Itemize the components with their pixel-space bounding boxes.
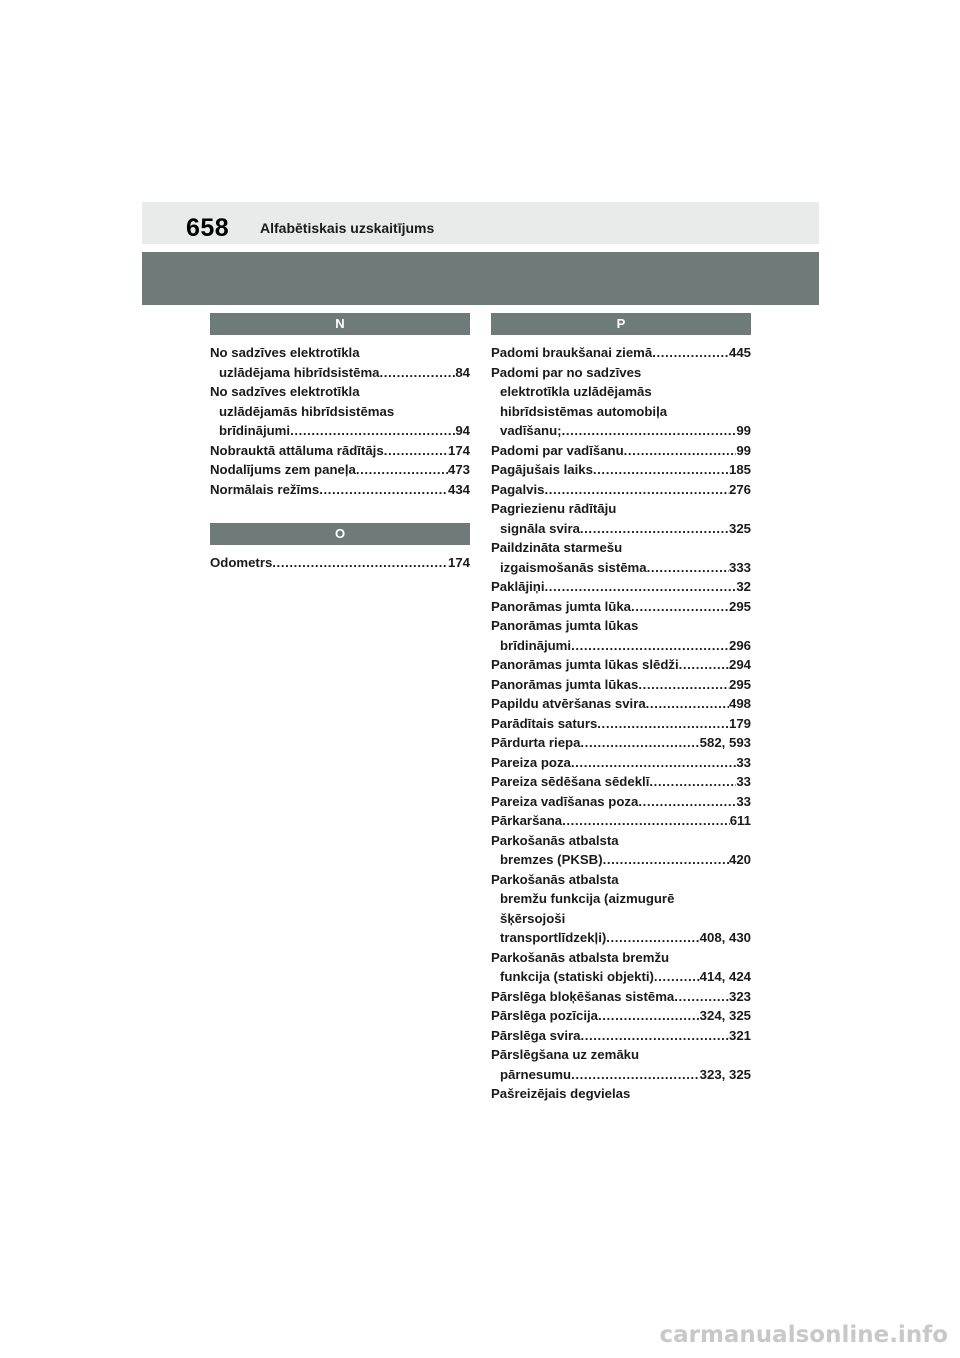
index-entry-line	[491, 1006, 751, 1026]
index-entry-text: Odometrs	[210, 555, 273, 570]
dot-leader	[571, 1065, 700, 1085]
index-entry-line	[491, 597, 751, 617]
index-entry-text: Parādītais saturs	[491, 715, 598, 731]
index-entry-line	[210, 460, 470, 480]
index-entry-text: Panorāmas jumta lūkas	[491, 676, 639, 692]
index-entry	[491, 1084, 751, 1104]
index-page-ref: 325	[728, 520, 751, 536]
index-entry-text: Nobrauktā attāluma rādītājs	[210, 442, 384, 458]
index-entry	[491, 753, 751, 773]
index-entry-text: Paildzināta starmešu	[491, 540, 623, 555]
index-entry-text: Pagriezienu rādītāju	[491, 501, 617, 516]
index-entry-text: Padomi braukšanai ziemā	[491, 345, 653, 360]
index-entry-line	[491, 753, 751, 773]
index-entry-line	[491, 558, 751, 578]
index-page-ref: 99	[736, 423, 751, 438]
index-entry-line	[491, 967, 751, 987]
index-page-ref: 33	[736, 774, 751, 789]
index-entry-line	[491, 889, 751, 909]
index-entry-text: Pagalvis	[491, 481, 545, 497]
index-page-ref: 295	[728, 676, 751, 692]
index-entry-line	[491, 850, 751, 870]
index-entry-text: Pārdurta riepa	[491, 735, 581, 750]
dot-leader	[562, 811, 730, 831]
page-number: 658	[186, 214, 230, 242]
index-entry	[491, 675, 751, 695]
index-entry-line	[491, 733, 751, 753]
index-entry-text: Parkošanās atbalsta	[491, 832, 619, 848]
dot-leader	[571, 636, 729, 656]
index-entry	[210, 382, 470, 441]
index-page-ref: 498	[728, 696, 751, 711]
index-entry-text: Panorāmas jumta lūka	[491, 598, 631, 614]
index-entry-text: Panorāmas jumta lūkas slēdži	[491, 657, 679, 672]
index-entry-line	[491, 948, 751, 968]
dot-leader	[571, 753, 736, 773]
index-entry-line	[491, 1045, 751, 1065]
index-entry-line	[491, 831, 751, 851]
index-column-left	[210, 313, 470, 573]
index-page-ref: 408, 430	[699, 930, 751, 945]
dot-leader	[679, 655, 729, 675]
index-entry-line	[491, 694, 751, 714]
index-entry	[491, 772, 751, 792]
dot-leader	[290, 421, 455, 441]
index-entry-line	[491, 772, 751, 792]
index-entry-text: No sadzīves elektrotīkla	[210, 384, 360, 399]
index-entry-line	[210, 553, 470, 573]
dot-leader	[649, 772, 736, 792]
index-entry-text: bremžu funkcija (aizmugurē	[500, 891, 675, 906]
index-entry	[491, 1026, 751, 1046]
index-entry-text: Pareiza poza	[491, 754, 571, 770]
index-page-ref: 32	[736, 579, 751, 594]
index-entry-text: No sadzīves elektrotīkla	[210, 345, 360, 360]
dot-leader	[598, 1006, 700, 1026]
index-page-ref: 94	[455, 423, 470, 438]
page-title: Alfabētiskais uzskaitījums	[260, 220, 435, 236]
index-entry-text: hibrīdsistēmas automobiļa	[500, 403, 668, 419]
index-entry-text: Parkošanās atbalsta bremžu	[491, 949, 670, 965]
index-entry-text: Pareiza vadīšanas poza	[491, 793, 639, 809]
index-page-ref: 33	[736, 793, 751, 809]
watermark: carmanualsonline.info	[659, 1322, 948, 1348]
index-entry-text: Normālais režīms	[210, 481, 320, 497]
index-entry-text: Pagājušais laiks	[491, 462, 593, 477]
index-page-ref: 321	[728, 1027, 751, 1043]
index-entry	[491, 655, 751, 675]
index-entry-text: uzlādējama hibrīdsistēma	[219, 364, 380, 380]
index-entry	[491, 733, 751, 753]
dot-leader	[597, 714, 729, 734]
index-entry-line	[210, 421, 470, 441]
index-entry-line	[491, 577, 751, 597]
index-entry-line	[491, 714, 751, 734]
index-page-ref: 295	[728, 598, 751, 614]
dot-leader	[272, 553, 448, 573]
index-page-ref: 99	[736, 442, 751, 458]
index-entry-line	[491, 343, 751, 363]
index-page-ref: 333	[728, 559, 751, 575]
index-entry-line	[491, 792, 751, 812]
index-page-ref: 296	[728, 637, 751, 653]
index-entry-line	[491, 1026, 751, 1046]
index-page-ref: 323, 325	[699, 1066, 751, 1082]
dot-leader	[545, 480, 729, 500]
index-entry-line	[210, 480, 470, 500]
index-entry-text: Nodalījums zem paneļa	[210, 462, 356, 477]
index-entry-line	[210, 402, 470, 422]
index-page-ref: 174	[447, 442, 470, 458]
index-page-ref: 473	[447, 462, 470, 477]
index-entry	[491, 1006, 751, 1026]
index-entry-line	[491, 636, 751, 656]
section-letter-heading: P	[491, 313, 751, 335]
index-entry-text: bremzes (PKSB)	[500, 852, 603, 867]
index-entry-text: brīdinājumi	[219, 423, 291, 438]
index-entry	[491, 987, 751, 1007]
index-page-ref: 294	[728, 657, 751, 672]
index-entry-text: transportlīdzekļi)	[500, 930, 607, 945]
index-entry-text: izgaismošanās sistēma	[500, 559, 647, 575]
index-entry-line	[491, 811, 751, 831]
dot-leader	[638, 792, 736, 812]
section-letter-heading: N	[210, 313, 470, 335]
dot-leader	[356, 460, 448, 480]
index-entry	[491, 811, 751, 831]
index-entry	[210, 441, 470, 461]
dot-leader	[580, 733, 699, 753]
index-entry	[210, 460, 470, 480]
index-entry-line	[491, 655, 751, 675]
index-entry-text: Panorāmas jumta lūkas	[491, 618, 639, 633]
section-gap	[210, 499, 470, 523]
index-entry-text: Pārkaršana	[491, 813, 563, 828]
index-entry-line	[491, 928, 751, 948]
index-entry-line	[491, 1084, 751, 1104]
index-entry-line	[491, 382, 751, 402]
index-entry-text: Pārslēga svira	[491, 1027, 581, 1043]
index-entry-text: Padomi par vadīšanu	[491, 442, 624, 458]
index-entry-text: Papildu atvēršanas svira	[491, 696, 646, 711]
index-page-ref: 420	[728, 852, 751, 867]
dot-leader	[638, 675, 729, 695]
index-entry	[491, 538, 751, 577]
dot-leader	[647, 558, 729, 578]
index-entry	[491, 499, 751, 538]
section-letter-heading: O	[210, 523, 470, 545]
index-entry	[491, 363, 751, 441]
index-entry-text: Pārslēga pozīcija	[491, 1008, 599, 1023]
index-entry-line	[491, 870, 751, 890]
dot-leader	[562, 421, 737, 441]
index-entry-text: Pareiza sēdēšana sēdeklī	[491, 774, 650, 789]
index-entry-text: brīdinājumi	[500, 637, 572, 653]
index-entry-line	[491, 441, 751, 461]
dot-leader	[624, 441, 737, 461]
index-entry-line	[491, 460, 751, 480]
index-entry	[491, 792, 751, 812]
index-entry-list	[210, 343, 470, 499]
index-entry-line	[210, 382, 470, 402]
index-page-ref: 179	[728, 715, 751, 731]
index-entry-line	[491, 421, 751, 441]
dot-leader	[606, 928, 699, 948]
index-entry	[491, 694, 751, 714]
index-entry-text: Pārslēgšana uz zemāku	[491, 1047, 640, 1062]
index-entry-text: signāla svira	[500, 520, 580, 536]
index-entry	[491, 460, 751, 480]
index-entry	[491, 616, 751, 655]
dot-leader	[319, 480, 448, 500]
index-entry	[491, 441, 751, 461]
index-entry	[491, 577, 751, 597]
index-entry-text: Pašreizējais degvielas	[491, 1086, 631, 1101]
index-page-ref: 33	[736, 754, 751, 770]
index-entry-text: uzlādējamās hibrīdsistēmas	[219, 403, 395, 419]
index-page-ref: 84	[455, 364, 470, 380]
dot-leader	[580, 519, 729, 539]
index-entry-line	[491, 1065, 751, 1085]
index-entry	[491, 831, 751, 870]
dot-leader	[384, 441, 448, 461]
dot-leader	[654, 967, 700, 987]
index-page-ref: 434	[447, 481, 470, 497]
index-page-ref: 611	[729, 813, 751, 828]
index-page-ref: 276	[728, 481, 751, 497]
dot-leader	[580, 1026, 729, 1046]
index-page-ref: 582, 593	[699, 735, 751, 750]
dot-leader	[545, 577, 737, 597]
index-entry-line	[491, 616, 751, 636]
index-entry-text: Parkošanās atbalsta	[491, 871, 619, 887]
index-entry	[491, 714, 751, 734]
index-entry-text: Padomi par no sadzīves	[491, 364, 642, 380]
index-entry-list	[210, 553, 470, 573]
index-entry-line	[491, 480, 751, 500]
index-page-ref: 174	[447, 555, 470, 570]
index-entry-text: šķērsojoši	[500, 910, 566, 926]
dot-leader	[652, 343, 729, 363]
index-column-right	[491, 313, 751, 1104]
index-entry	[491, 480, 751, 500]
index-entry	[491, 1045, 751, 1084]
index-page-ref: 414, 424	[699, 969, 751, 984]
index-entry-line	[491, 499, 751, 519]
dot-leader	[593, 460, 729, 480]
index-entry	[210, 343, 470, 382]
dot-leader	[674, 987, 729, 1007]
index-entry-line	[491, 519, 751, 539]
index-entry-line	[491, 987, 751, 1007]
index-entry-text: pārnesumu	[500, 1066, 572, 1082]
page-header-bar	[142, 202, 819, 244]
header-band	[142, 252, 819, 305]
dot-leader	[631, 597, 729, 617]
index-entry-line	[210, 441, 470, 461]
index-page-ref: 185	[728, 462, 751, 477]
index-page-ref: 324, 325	[699, 1008, 751, 1023]
index-page-ref: 445	[728, 345, 751, 360]
index-entry	[491, 948, 751, 987]
index-entry-list	[491, 343, 751, 1104]
index-entry-line	[491, 909, 751, 929]
index-entry	[491, 597, 751, 617]
index-entry-line	[491, 402, 751, 422]
index-entry-line	[491, 538, 751, 558]
index-entry	[210, 553, 470, 573]
index-entry-text: funkcija (statiski objekti)	[500, 969, 654, 984]
index-entry-line	[491, 363, 751, 383]
dot-leader	[380, 363, 456, 383]
index-entry-line	[491, 675, 751, 695]
index-page-ref: 323	[728, 988, 751, 1004]
index-entry	[491, 343, 751, 363]
dot-leader	[603, 850, 729, 870]
index-entry	[210, 480, 470, 500]
dot-leader	[646, 694, 729, 714]
index-entry-text: vadīšanu;	[500, 423, 562, 438]
index-entry	[491, 870, 751, 948]
index-entry-line	[210, 343, 470, 363]
index-entry-line	[210, 363, 470, 383]
index-entry-text: elektrotīkla uzlādējamās	[500, 384, 652, 399]
index-entry-text: Paklājiņi	[491, 579, 545, 594]
index-entry-text: Pārslēga bloķēšanas sistēma	[491, 988, 675, 1004]
